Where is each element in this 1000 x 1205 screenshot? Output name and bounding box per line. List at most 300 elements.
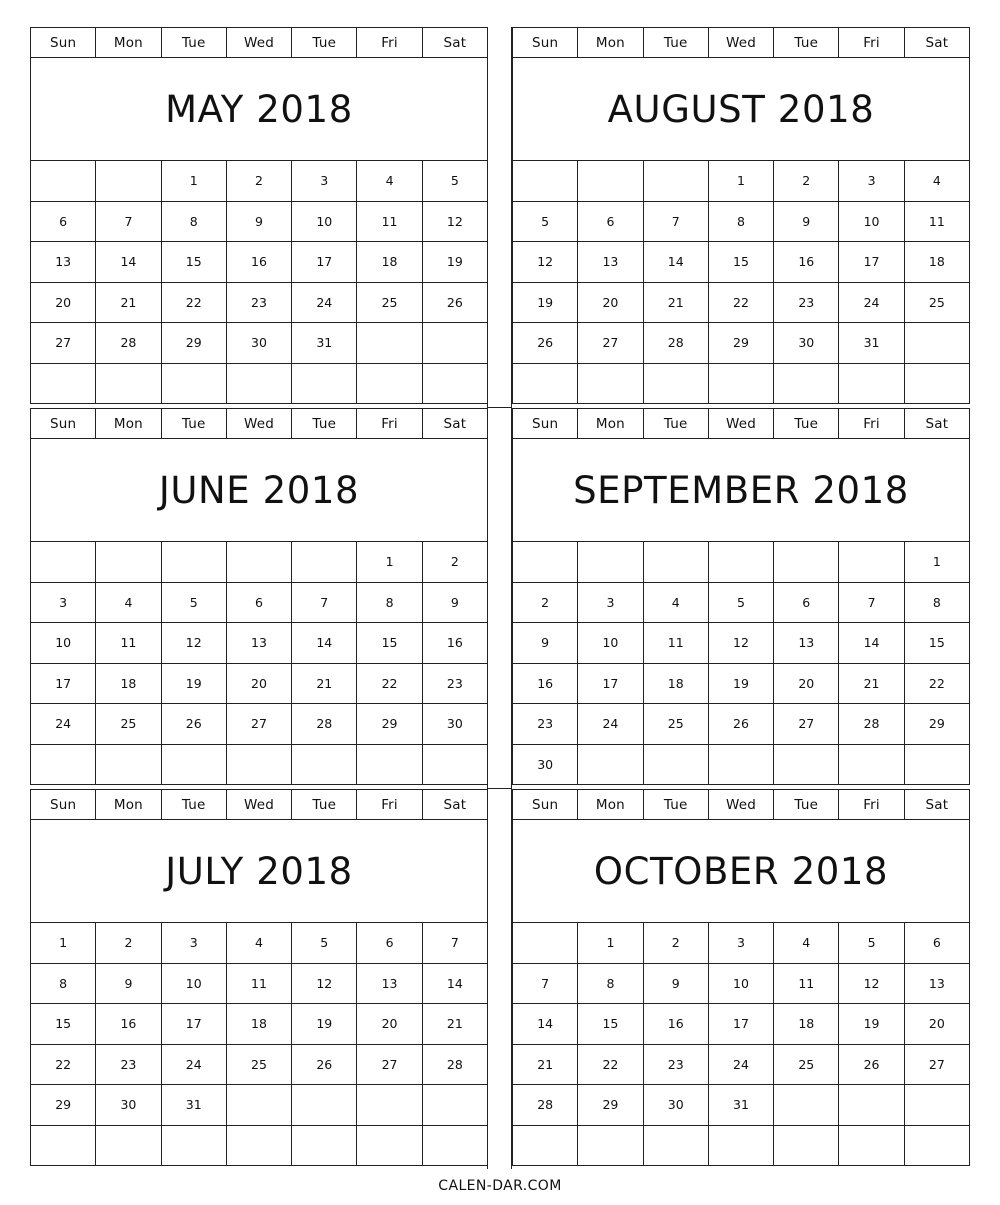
day-cell: 26 (708, 704, 773, 745)
week-row (31, 282, 488, 323)
weekday-label: Sun (513, 409, 578, 439)
day-cell: 13 (774, 623, 839, 664)
month-grid (30, 789, 488, 1166)
day-cell (904, 1085, 969, 1126)
week-row (31, 582, 488, 623)
weekday-label: Wed (226, 409, 291, 439)
day-cell: 3 (708, 923, 773, 964)
day-cell (839, 1125, 904, 1166)
day-cell: 1 (578, 923, 643, 964)
day-cell (422, 1085, 487, 1126)
day-cell (904, 363, 969, 404)
day-cell: 31 (161, 1085, 226, 1126)
day-cell: 16 (774, 242, 839, 283)
day-cell (31, 1125, 96, 1166)
day-cell: 1 (357, 542, 422, 583)
day-cell: 28 (96, 323, 161, 364)
day-cell: 6 (357, 923, 422, 964)
day-cell: 19 (708, 663, 773, 704)
day-cell: 14 (643, 242, 708, 283)
day-cell: 8 (31, 963, 96, 1004)
day-cell (357, 744, 422, 785)
day-cell: 26 (513, 323, 578, 364)
day-cell: 1 (161, 161, 226, 202)
day-cell: 29 (161, 323, 226, 364)
weekday-label: Sun (31, 409, 96, 439)
day-cell (31, 542, 96, 583)
day-cell (357, 1125, 422, 1166)
weekday-label: Sun (513, 28, 578, 58)
day-cell: 1 (31, 923, 96, 964)
weekday-header-row (31, 28, 488, 58)
center-gutter (487, 27, 512, 1169)
week-row (31, 161, 488, 202)
day-cell (226, 744, 291, 785)
week-row (513, 323, 970, 364)
month-grid (30, 408, 488, 785)
week-row (513, 1085, 970, 1126)
day-cell (357, 323, 422, 364)
day-cell: 4 (904, 161, 969, 202)
day-cell: 6 (226, 582, 291, 623)
day-cell: 22 (161, 282, 226, 323)
week-row (513, 542, 970, 583)
weekday-label: Fri (839, 28, 904, 58)
day-cell (643, 161, 708, 202)
day-cell (226, 363, 291, 404)
day-cell: 12 (422, 201, 487, 242)
day-cell: 20 (774, 663, 839, 704)
day-cell: 23 (422, 663, 487, 704)
weekday-header-row (513, 409, 970, 439)
day-cell (643, 1125, 708, 1166)
day-cell: 8 (904, 582, 969, 623)
day-cell (422, 1125, 487, 1166)
day-cell: 1 (904, 542, 969, 583)
day-cell: 30 (96, 1085, 161, 1126)
day-cell: 28 (292, 704, 357, 745)
day-cell: 4 (357, 161, 422, 202)
day-cell: 3 (578, 582, 643, 623)
day-cell: 14 (292, 623, 357, 664)
day-cell: 11 (774, 963, 839, 1004)
day-cell (161, 542, 226, 583)
day-cell: 16 (422, 623, 487, 664)
day-cell: 23 (513, 704, 578, 745)
week-row (513, 363, 970, 404)
day-cell: 18 (904, 242, 969, 283)
day-cell: 12 (708, 623, 773, 664)
weekday-label: Fri (839, 409, 904, 439)
day-cell: 7 (513, 963, 578, 1004)
weekday-label: Mon (578, 790, 643, 820)
day-cell (96, 1125, 161, 1166)
day-cell: 30 (226, 323, 291, 364)
day-cell: 31 (708, 1085, 773, 1126)
day-cell: 21 (292, 663, 357, 704)
day-cell (513, 363, 578, 404)
week-row (31, 1004, 488, 1045)
day-cell: 15 (161, 242, 226, 283)
day-cell (708, 744, 773, 785)
weekday-label: Wed (708, 409, 773, 439)
day-cell: 28 (422, 1044, 487, 1085)
day-cell: 22 (904, 663, 969, 704)
week-row (513, 242, 970, 283)
day-cell (904, 744, 969, 785)
day-cell: 9 (226, 201, 291, 242)
day-cell: 28 (643, 323, 708, 364)
day-cell: 7 (643, 201, 708, 242)
day-cell: 3 (31, 582, 96, 623)
weekday-label: Sun (31, 28, 96, 58)
day-cell: 2 (774, 161, 839, 202)
day-cell (96, 363, 161, 404)
day-cell (422, 744, 487, 785)
day-cell: 10 (292, 201, 357, 242)
day-cell: 31 (292, 323, 357, 364)
day-cell: 9 (513, 623, 578, 664)
day-cell: 9 (422, 582, 487, 623)
day-cell: 26 (161, 704, 226, 745)
day-cell (774, 363, 839, 404)
day-cell: 17 (578, 663, 643, 704)
day-cell (31, 363, 96, 404)
day-cell: 26 (839, 1044, 904, 1085)
calendar-july (30, 789, 488, 1166)
day-cell (904, 323, 969, 364)
day-cell: 21 (513, 1044, 578, 1085)
day-cell: 13 (357, 963, 422, 1004)
day-cell (774, 542, 839, 583)
calendar-october (512, 789, 970, 1166)
day-cell (161, 744, 226, 785)
day-cell: 17 (31, 663, 96, 704)
day-cell (226, 542, 291, 583)
day-cell (774, 744, 839, 785)
day-cell: 24 (578, 704, 643, 745)
day-cell: 29 (31, 1085, 96, 1126)
day-cell (292, 363, 357, 404)
day-cell: 29 (578, 1085, 643, 1126)
day-cell: 13 (31, 242, 96, 283)
weekday-label: Tue (292, 790, 357, 820)
day-cell: 30 (513, 744, 578, 785)
day-cell: 24 (31, 704, 96, 745)
weekday-label: Tue (292, 409, 357, 439)
day-cell: 11 (357, 201, 422, 242)
weekday-header-row (31, 409, 488, 439)
day-cell: 5 (708, 582, 773, 623)
week-row (513, 704, 970, 745)
day-cell: 9 (774, 201, 839, 242)
day-cell: 9 (643, 963, 708, 1004)
day-cell: 27 (357, 1044, 422, 1085)
day-cell: 13 (226, 623, 291, 664)
day-cell (578, 363, 643, 404)
day-cell: 10 (578, 623, 643, 664)
day-cell: 30 (422, 704, 487, 745)
day-cell: 16 (96, 1004, 161, 1045)
day-cell: 10 (839, 201, 904, 242)
day-cell: 25 (226, 1044, 291, 1085)
week-row (31, 1044, 488, 1085)
weekday-header-row (513, 790, 970, 820)
week-row (31, 363, 488, 404)
day-cell (578, 744, 643, 785)
day-cell: 22 (357, 663, 422, 704)
weekday-label: Fri (839, 790, 904, 820)
day-cell: 7 (96, 201, 161, 242)
day-cell: 18 (357, 242, 422, 283)
month-title: MAY 2018 (31, 58, 488, 161)
week-row (513, 201, 970, 242)
month-title: OCTOBER 2018 (513, 820, 970, 923)
month-grid (512, 789, 970, 1166)
day-cell: 28 (839, 704, 904, 745)
weekday-label: Mon (578, 28, 643, 58)
week-row (31, 923, 488, 964)
day-cell: 5 (422, 161, 487, 202)
weekday-label: Sat (904, 409, 969, 439)
day-cell: 29 (708, 323, 773, 364)
day-cell: 12 (292, 963, 357, 1004)
weekday-label: Tue (774, 790, 839, 820)
day-cell (96, 542, 161, 583)
month-title: JUNE 2018 (31, 439, 488, 542)
week-row (513, 1044, 970, 1085)
day-cell: 8 (357, 582, 422, 623)
day-cell: 19 (839, 1004, 904, 1045)
week-row (513, 923, 970, 964)
day-cell: 18 (774, 1004, 839, 1045)
day-cell: 21 (422, 1004, 487, 1045)
week-row (31, 1085, 488, 1126)
day-cell: 3 (839, 161, 904, 202)
day-cell: 2 (422, 542, 487, 583)
week-row (513, 963, 970, 1004)
day-cell (292, 744, 357, 785)
day-cell: 19 (422, 242, 487, 283)
day-cell: 21 (839, 663, 904, 704)
day-cell (96, 744, 161, 785)
day-cell: 5 (513, 201, 578, 242)
day-cell (774, 1085, 839, 1126)
day-cell: 27 (774, 704, 839, 745)
day-cell (292, 542, 357, 583)
day-cell: 12 (513, 242, 578, 283)
day-cell (904, 1125, 969, 1166)
weekday-label: Sat (422, 409, 487, 439)
weekday-label: Sat (422, 28, 487, 58)
day-cell: 14 (96, 242, 161, 283)
week-row (31, 323, 488, 364)
day-cell: 25 (357, 282, 422, 323)
day-cell: 20 (31, 282, 96, 323)
day-cell: 20 (904, 1004, 969, 1045)
day-cell: 12 (161, 623, 226, 664)
weekday-label: Sun (31, 790, 96, 820)
weekday-label: Tue (774, 28, 839, 58)
week-row (513, 623, 970, 664)
weekday-label: Fri (357, 28, 422, 58)
weekday-label: Mon (578, 409, 643, 439)
day-cell: 30 (643, 1085, 708, 1126)
day-cell: 10 (31, 623, 96, 664)
calendar-june (30, 408, 488, 785)
day-cell: 27 (578, 323, 643, 364)
day-cell: 21 (643, 282, 708, 323)
day-cell: 20 (226, 663, 291, 704)
day-cell: 17 (161, 1004, 226, 1045)
day-cell: 17 (292, 242, 357, 283)
month-grid (512, 27, 970, 404)
day-cell (839, 363, 904, 404)
day-cell: 11 (904, 201, 969, 242)
day-cell: 22 (708, 282, 773, 323)
calendar-september (512, 408, 970, 785)
day-cell: 5 (292, 923, 357, 964)
day-cell: 9 (96, 963, 161, 1004)
day-cell: 27 (904, 1044, 969, 1085)
week-row (513, 1125, 970, 1166)
day-cell (357, 363, 422, 404)
day-cell (708, 542, 773, 583)
week-row (31, 623, 488, 664)
day-cell: 3 (292, 161, 357, 202)
weekday-label: Wed (226, 790, 291, 820)
day-cell: 7 (839, 582, 904, 623)
day-cell: 29 (904, 704, 969, 745)
day-cell (226, 1085, 291, 1126)
day-cell: 26 (422, 282, 487, 323)
weekday-header-row (31, 790, 488, 820)
day-cell: 10 (161, 963, 226, 1004)
weekday-label: Tue (774, 409, 839, 439)
day-cell: 25 (96, 704, 161, 745)
day-cell: 23 (96, 1044, 161, 1085)
day-cell: 16 (643, 1004, 708, 1045)
day-cell: 4 (643, 582, 708, 623)
day-cell: 23 (774, 282, 839, 323)
day-cell: 5 (161, 582, 226, 623)
day-cell: 16 (226, 242, 291, 283)
day-cell: 20 (357, 1004, 422, 1045)
day-cell: 28 (513, 1085, 578, 1126)
week-row (513, 582, 970, 623)
day-cell: 6 (31, 201, 96, 242)
day-cell: 15 (357, 623, 422, 664)
weekday-header-row (513, 28, 970, 58)
day-cell: 27 (31, 323, 96, 364)
day-cell (161, 363, 226, 404)
day-cell (708, 1125, 773, 1166)
day-cell: 22 (578, 1044, 643, 1085)
day-cell: 23 (226, 282, 291, 323)
day-cell: 16 (513, 663, 578, 704)
day-cell (513, 1125, 578, 1166)
day-cell (774, 1125, 839, 1166)
day-cell (422, 323, 487, 364)
day-cell: 3 (161, 923, 226, 964)
day-cell: 11 (96, 623, 161, 664)
month-grid (30, 27, 488, 404)
month-grid (512, 408, 970, 785)
day-cell (578, 542, 643, 583)
day-cell: 18 (226, 1004, 291, 1045)
day-cell: 25 (643, 704, 708, 745)
day-cell: 4 (774, 923, 839, 964)
day-cell: 15 (904, 623, 969, 664)
day-cell: 4 (226, 923, 291, 964)
week-row (513, 663, 970, 704)
day-cell (161, 1125, 226, 1166)
week-row (31, 542, 488, 583)
day-cell: 31 (839, 323, 904, 364)
day-cell: 27 (226, 704, 291, 745)
day-cell: 19 (292, 1004, 357, 1045)
week-row (513, 161, 970, 202)
weekday-label: Tue (161, 28, 226, 58)
weekday-label: Mon (96, 790, 161, 820)
day-cell: 13 (578, 242, 643, 283)
weekday-label: Sat (904, 790, 969, 820)
day-cell (643, 542, 708, 583)
day-cell: 8 (161, 201, 226, 242)
weekday-label: Tue (643, 409, 708, 439)
day-cell: 2 (226, 161, 291, 202)
week-row (31, 201, 488, 242)
weekday-label: Tue (292, 28, 357, 58)
weekday-label: Tue (643, 790, 708, 820)
day-cell: 2 (643, 923, 708, 964)
day-cell: 20 (578, 282, 643, 323)
weekday-label: Wed (708, 28, 773, 58)
day-cell: 1 (708, 161, 773, 202)
day-cell: 30 (774, 323, 839, 364)
weekday-label: Mon (96, 409, 161, 439)
day-cell: 23 (643, 1044, 708, 1085)
day-cell: 17 (708, 1004, 773, 1045)
weekday-label: Tue (161, 409, 226, 439)
weekday-label: Wed (226, 28, 291, 58)
day-cell (839, 744, 904, 785)
day-cell (31, 161, 96, 202)
day-cell (422, 363, 487, 404)
day-cell: 24 (708, 1044, 773, 1085)
day-cell: 4 (96, 582, 161, 623)
day-cell: 6 (774, 582, 839, 623)
weekday-label: Sun (513, 790, 578, 820)
week-row (31, 663, 488, 704)
day-cell (357, 1085, 422, 1126)
day-cell (643, 744, 708, 785)
day-cell: 22 (31, 1044, 96, 1085)
calendar-august (512, 27, 970, 404)
week-row (513, 1004, 970, 1045)
day-cell (292, 1085, 357, 1126)
week-row (31, 242, 488, 283)
weekday-label: Wed (708, 790, 773, 820)
day-cell (513, 923, 578, 964)
day-cell: 25 (774, 1044, 839, 1085)
day-cell: 6 (578, 201, 643, 242)
week-row (31, 1125, 488, 1166)
day-cell (292, 1125, 357, 1166)
day-cell: 14 (513, 1004, 578, 1045)
weekday-label: Tue (161, 790, 226, 820)
day-cell: 10 (708, 963, 773, 1004)
